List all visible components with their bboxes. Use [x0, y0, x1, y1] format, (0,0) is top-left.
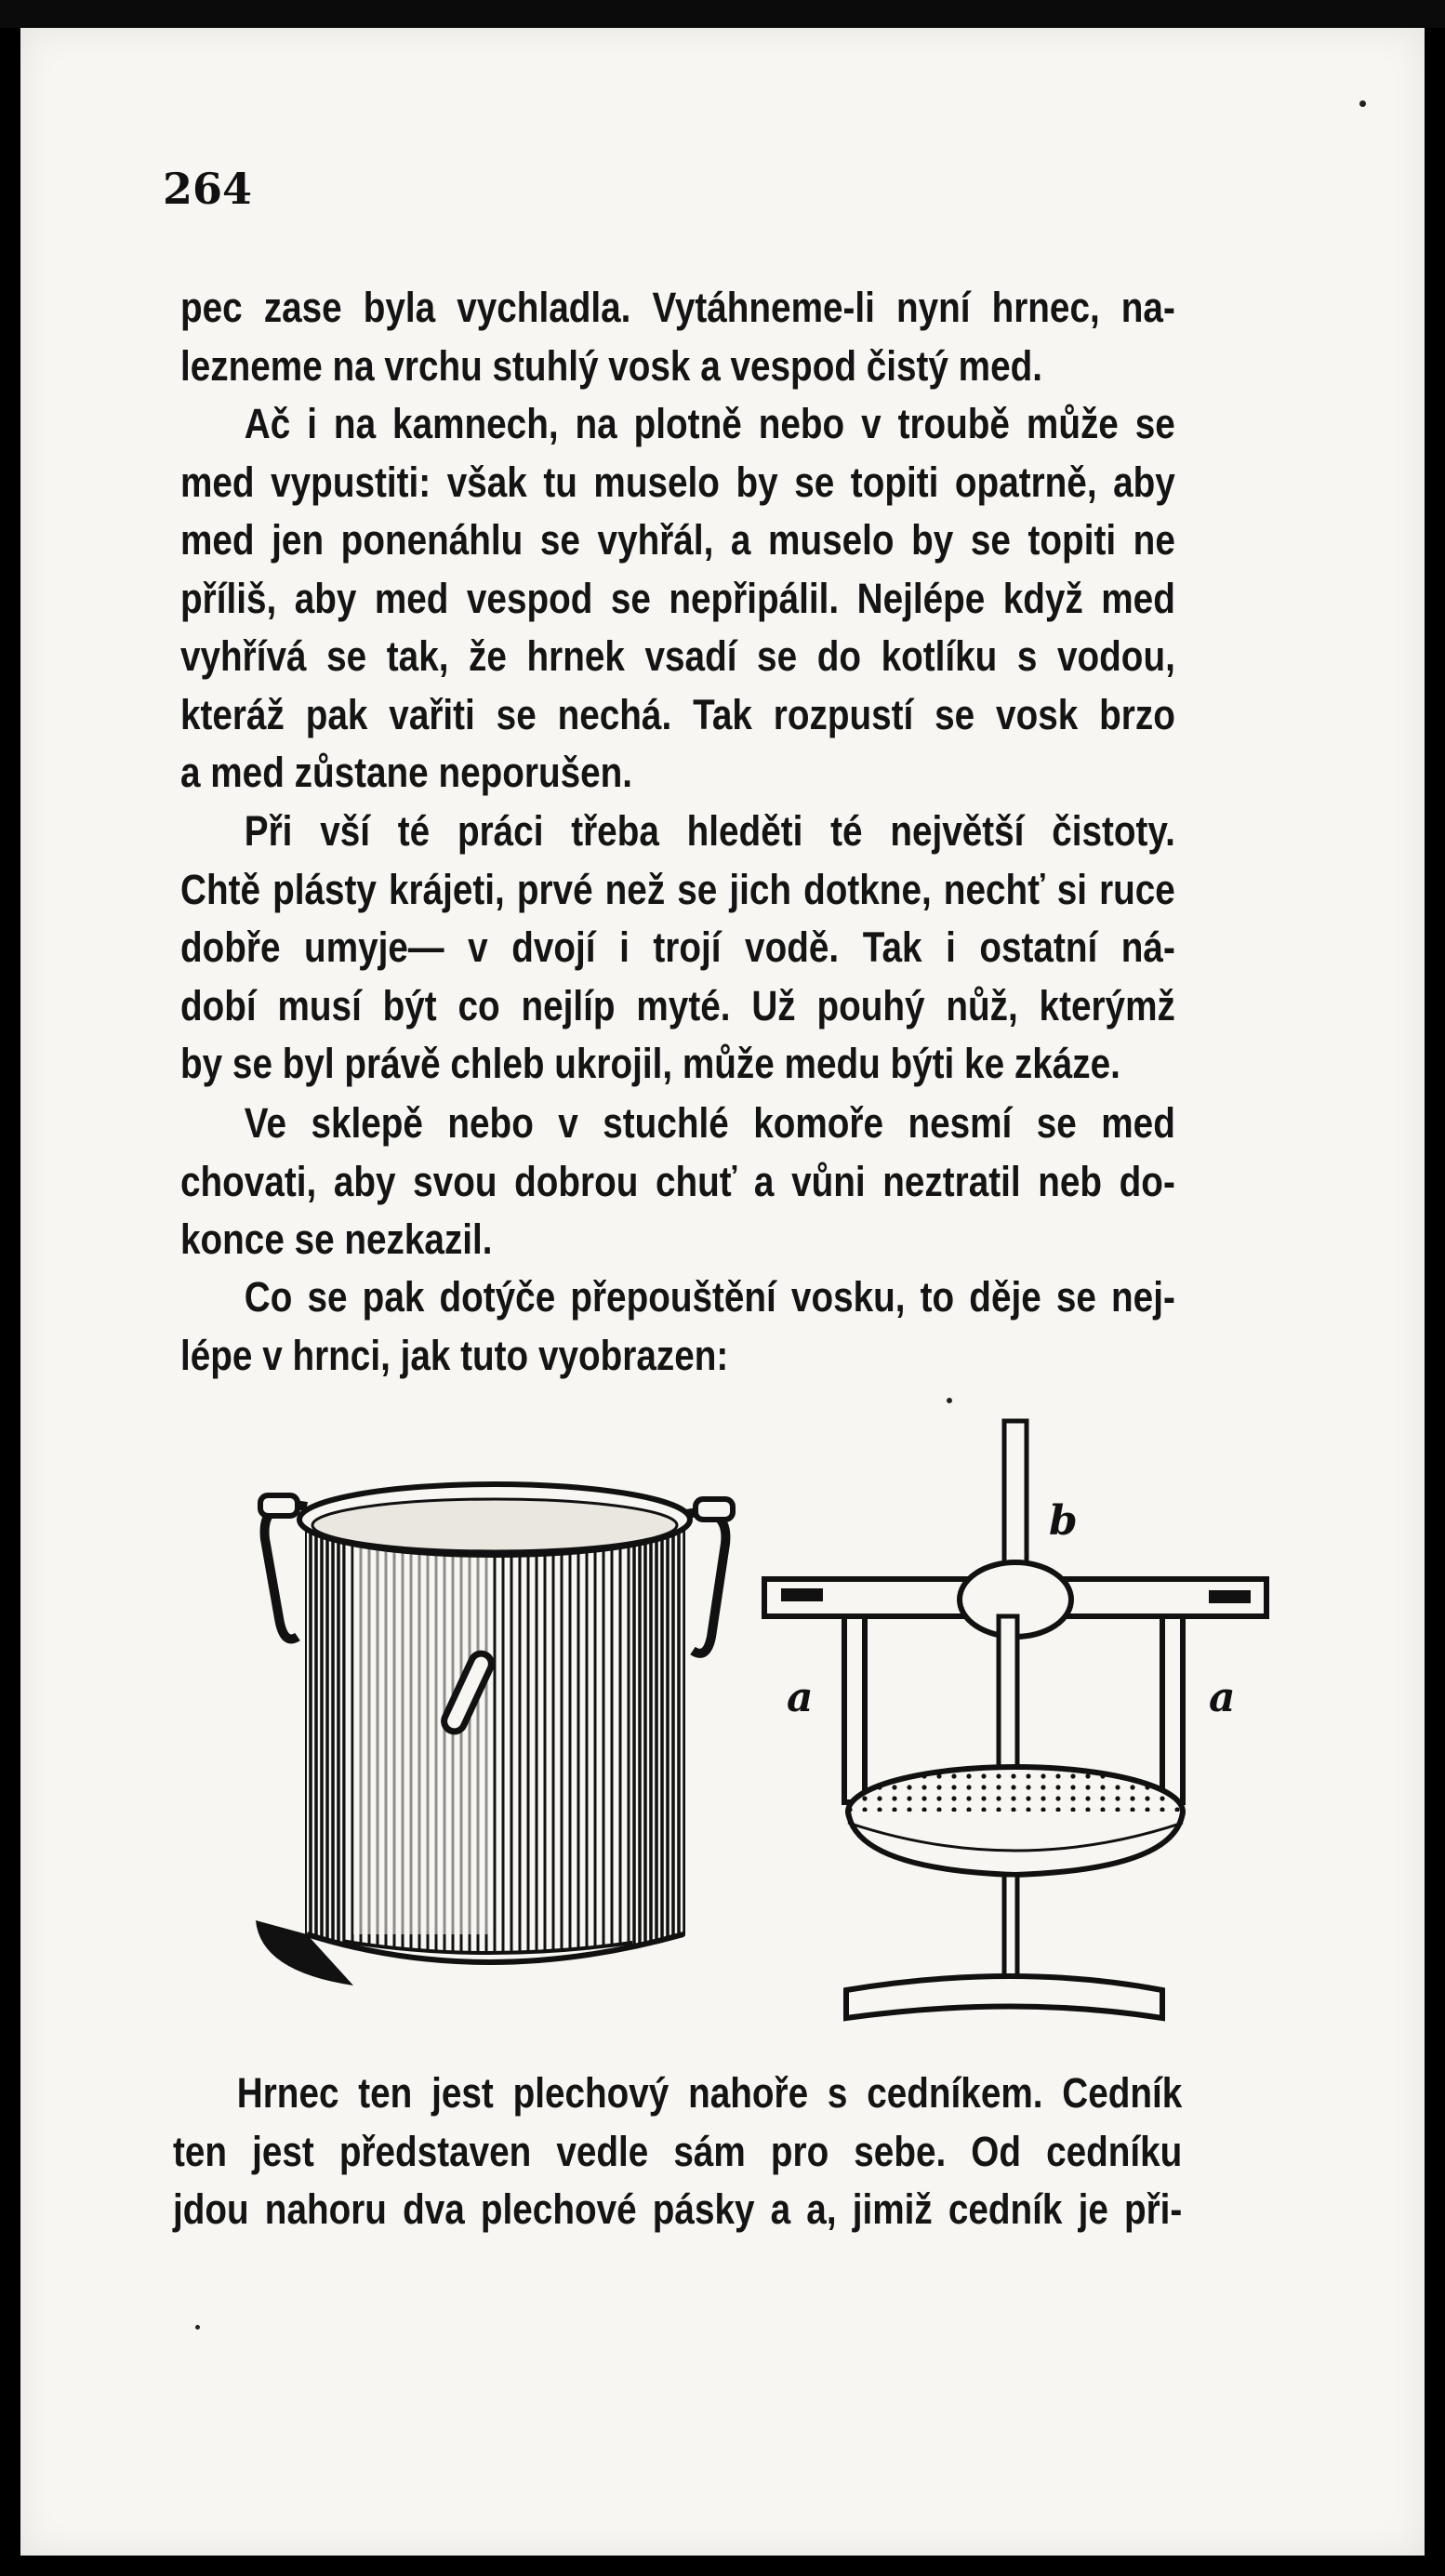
left-strip — [844, 1616, 865, 1802]
text-line: lépe v hrnci, jak tuto vyobrazen: — [180, 1331, 729, 1379]
scan-speck — [947, 1398, 952, 1403]
text-line: Hrnec ten jest plechový nahoře s cedníkem. Cedník — [236, 2069, 1183, 2117]
paragraph-3 — [180, 803, 1175, 1094]
label-a-left: a — [787, 1674, 814, 1721]
paragraph-2 — [180, 395, 1175, 803]
strainer-base — [846, 1976, 1162, 2018]
text-line: jdou nahoru dva plechové pásky a a, jimiž cedník je při- — [173, 2185, 1183, 2233]
page-number: 264 — [163, 164, 253, 214]
right-handle — [679, 1512, 725, 1653]
text-line: dobře umyje— v dvojí i trojí vodě. Tak i ostatní ná- — [180, 923, 1175, 971]
text-line: med vypustiti: však tu muselo by se topiti opatrně, aby — [180, 458, 1175, 506]
text-line: Při vší té práci třeba hleděti té největší čistoty. — [244, 807, 1175, 855]
text-line: by se byl právě chleb ukrojil, může medu býti ke zkáze. — [180, 1040, 1120, 1087]
text-line: dobí musí být co nejlíp myté. Už pouhý nůž, kterýmž — [180, 981, 1175, 1029]
scan-top-border — [0, 0, 1445, 28]
label-b: b — [1049, 1497, 1078, 1545]
paragraph-4 — [180, 1095, 1175, 1269]
text-line: příliš, aby med vespod se nepřipálil. Nejlépe když med — [180, 574, 1175, 622]
text-line: Co se pak dotýče přepouštění vosku, to děje se nej- — [244, 1273, 1175, 1321]
pot-illustration — [242, 1451, 762, 2009]
paragraph-6 — [173, 2065, 1182, 2239]
scan-speck — [1359, 100, 1366, 107]
text-line: chovati, aby svou dobrou chuť a vůni neztratil neb do- — [180, 1157, 1175, 1205]
text-line: kteráž pak vařiti se nechá. Tak rozpustí se vosk brzo — [180, 690, 1175, 738]
text-line: ten jest představen vedle sám pro sebe. Od cedníku — [173, 2127, 1183, 2175]
scan-speck — [195, 2325, 200, 2330]
text-line: konce se nezkazil. — [180, 1215, 493, 1263]
label-a-right: a — [1209, 1674, 1236, 1721]
text-line: vyhřívá se tak, že hrnek vsadí se do kotlíku s vodou, — [180, 632, 1175, 680]
text-line: med jen ponenáhlu se vyhřál, a muselo by se topiti ne — [180, 516, 1175, 564]
text-line: a med zůstane neporušen. — [180, 749, 633, 796]
right-strip — [1162, 1616, 1183, 1802]
text-line: Chtě plásty krájeti, prvé než se jich dotkne, nechť si ruce — [180, 865, 1175, 913]
paragraph-5 — [180, 1268, 1175, 1385]
strainer-illustration — [753, 1414, 1293, 2046]
text-line: Ač i na kamnech, na plotně nebo v troubě může se — [244, 400, 1175, 447]
paragraph-1 — [180, 279, 1175, 395]
text-line: pec zase byla vychladla. Vytáhneme-li nyní hrnec, na- — [180, 284, 1175, 331]
text-line: lezneme na vrchu stuhlý vosk a vespod čistý med. — [180, 341, 1043, 390]
text-line: Ve sklepě nebo v stuchlé komoře nesmí se med — [244, 1099, 1175, 1147]
